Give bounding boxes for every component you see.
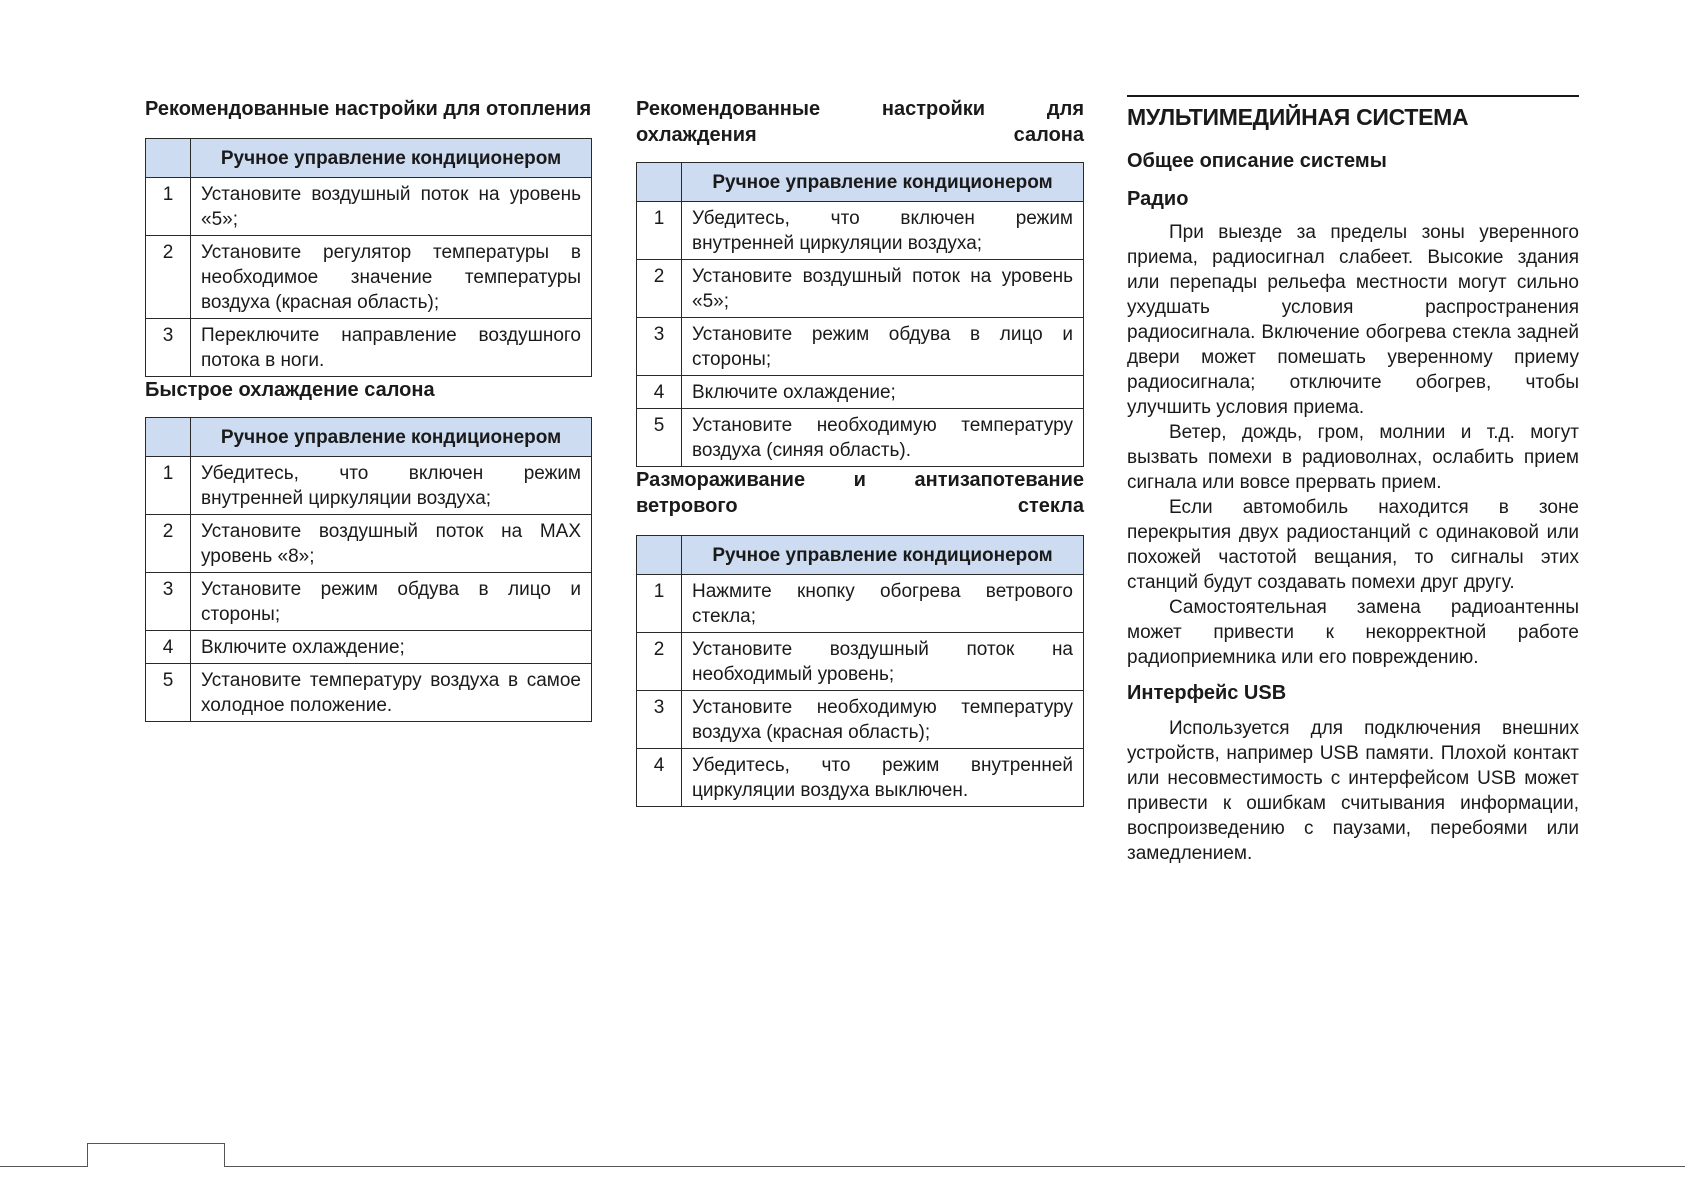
row-instruction: Установите режим обдува в лицо и стороны; bbox=[191, 573, 592, 631]
row-instruction: Нажмите кнопку обогрева ветрового стекла; bbox=[682, 575, 1084, 633]
radio-paragraph: Самостоятельная замена радиоантенны может привести к некорректной работе радиоприемника или его повреждению. bbox=[1127, 597, 1579, 668]
fast-cooling-table-body bbox=[146, 457, 592, 722]
heating-table bbox=[145, 138, 592, 377]
heating-heading: Рекомендованные настройки для отопления bbox=[145, 98, 592, 120]
table-header-number-cell bbox=[637, 536, 682, 575]
column-middle bbox=[636, 96, 1084, 807]
row-number: 4 bbox=[637, 376, 682, 409]
fast-cooling-table bbox=[145, 417, 592, 722]
defrost-table-body bbox=[637, 575, 1084, 807]
row-instruction: Установите воздушный поток на MAX уровень «8»; bbox=[191, 515, 592, 573]
table-row bbox=[637, 575, 1084, 633]
row-instruction: Включите охлаждение; bbox=[682, 376, 1084, 409]
footer-rule bbox=[0, 1166, 1685, 1167]
row-number: 1 bbox=[146, 457, 191, 515]
row-instruction: Включите охлаждение; bbox=[191, 631, 592, 664]
page-number-tab bbox=[87, 1143, 225, 1167]
cooling-table bbox=[636, 162, 1084, 467]
table-header-row bbox=[146, 139, 592, 178]
table-header-title: Ручное управление кондиционером bbox=[682, 536, 1084, 575]
page-title: МУЛЬТИМЕДИЙНАЯ СИСТЕМА bbox=[1127, 104, 1469, 130]
cooling-heading: Рекомендованные настройки для охлаждения салона bbox=[636, 98, 1084, 146]
row-number: 3 bbox=[637, 318, 682, 376]
table-row bbox=[146, 178, 592, 236]
table-row bbox=[637, 202, 1084, 260]
row-instruction: Установите регулятор температуры в необходимое значение температуры воздуха (красная область); bbox=[191, 236, 592, 319]
row-number: 2 bbox=[637, 260, 682, 318]
row-number: 1 bbox=[146, 178, 191, 236]
radio-paragraph: Если автомобиль находится в зоне перекрытия двух радиостанций с одинаковой или похожей частотой вещания, то сигналы этих станций будут создавать помехи друг другу. bbox=[1127, 497, 1579, 593]
table-header-row bbox=[637, 536, 1084, 575]
table-row bbox=[637, 749, 1084, 807]
table-header-number-cell bbox=[637, 163, 682, 202]
table-header-number-cell bbox=[146, 418, 191, 457]
usb-text bbox=[1127, 716, 1579, 866]
radio-paragraph: Ветер, дождь, гром, молнии и т.д. могут вызвать помехи в радиоволнах, ослабить прием сигнала или вовсе прервать прием. bbox=[1127, 422, 1579, 493]
table-header-row bbox=[146, 418, 592, 457]
cooling-table-body bbox=[637, 202, 1084, 467]
row-number: 5 bbox=[637, 409, 682, 467]
radio-paragraph: При выезде за пределы зоны уверенного приема, радиосигнал слабеет. Высокие здания или перепады рельефа местности могут сильно ухудшать условия распространения радиосигнала. Включение обогрева стекла задней двери может помешать уверенному приему радиосигнала; отключите обогрев, чтобы улучшить условия приема. bbox=[1127, 222, 1579, 418]
radio-text bbox=[1127, 220, 1579, 670]
row-instruction: Установите необходимую температуру воздуха (красная область); bbox=[682, 691, 1084, 749]
row-instruction: Установите режим обдува в лицо и стороны; bbox=[682, 318, 1084, 376]
row-instruction: Убедитесь, что включен режим внутренней циркуляции воздуха; bbox=[191, 457, 592, 515]
table-header-title: Ручное управление кондиционером bbox=[191, 418, 592, 457]
usb-heading: Интерфейс USB bbox=[1127, 682, 1287, 704]
row-instruction: Установите воздушный поток на уровень «5»; bbox=[191, 178, 592, 236]
table-row bbox=[146, 631, 592, 664]
table-row bbox=[637, 633, 1084, 691]
table-row bbox=[146, 457, 592, 515]
row-number: 3 bbox=[146, 319, 191, 377]
usb-paragraph: Используется для подключения внешних устройств, например USB памяти. Плохой контакт или несовместимость с интерфейсом USB может привести к ошибкам считывания информации, воспроизведению с паузами, перебоями или замедлением. bbox=[1127, 718, 1579, 864]
row-number: 2 bbox=[146, 236, 191, 319]
heating-table-body bbox=[146, 178, 592, 377]
row-instruction: Установите воздушный поток на уровень «5»; bbox=[682, 260, 1084, 318]
table-row bbox=[637, 318, 1084, 376]
table-row bbox=[637, 376, 1084, 409]
row-number: 1 bbox=[637, 202, 682, 260]
table-header-title: Ручное управление кондиционером bbox=[191, 139, 592, 178]
table-row bbox=[146, 515, 592, 573]
row-instruction: Установите воздушный поток на необходимый уровень; bbox=[682, 633, 1084, 691]
row-instruction: Переключите направление воздушного потока в ноги. bbox=[191, 319, 592, 377]
row-instruction: Убедитесь, что режим внутренней циркуляции воздуха выключен. bbox=[682, 749, 1084, 807]
table-row bbox=[637, 691, 1084, 749]
general-description-heading: Общее описание системы bbox=[1127, 150, 1387, 172]
column-right bbox=[1127, 96, 1579, 866]
fast-cooling-heading: Быстрое охлаждение салона bbox=[145, 379, 435, 401]
table-row bbox=[146, 319, 592, 377]
table-header-row bbox=[637, 163, 1084, 202]
table-row bbox=[637, 409, 1084, 467]
table-row bbox=[146, 664, 592, 722]
defrost-heading: Размораживание и антизапотевание ветрового стекла bbox=[636, 469, 1084, 517]
table-header-number-cell bbox=[146, 139, 191, 178]
row-instruction: Убедитесь, что включен режим внутренней циркуляции воздуха; bbox=[682, 202, 1084, 260]
row-number: 2 bbox=[637, 633, 682, 691]
row-number: 3 bbox=[637, 691, 682, 749]
row-instruction: Установите необходимую температуру воздуха (синяя область). bbox=[682, 409, 1084, 467]
row-number: 4 bbox=[146, 631, 191, 664]
table-row bbox=[637, 260, 1084, 318]
row-number: 3 bbox=[146, 573, 191, 631]
column-left bbox=[145, 96, 592, 722]
table-row bbox=[146, 573, 592, 631]
row-number: 5 bbox=[146, 664, 191, 722]
radio-heading: Радио bbox=[1127, 188, 1189, 210]
table-row bbox=[146, 236, 592, 319]
row-number: 1 bbox=[637, 575, 682, 633]
row-number: 4 bbox=[637, 749, 682, 807]
row-number: 2 bbox=[146, 515, 191, 573]
table-header-title: Ручное управление кондиционером bbox=[682, 163, 1084, 202]
row-instruction: Установите температуру воздуха в самое холодное положение. bbox=[191, 664, 592, 722]
defrost-table bbox=[636, 535, 1084, 807]
